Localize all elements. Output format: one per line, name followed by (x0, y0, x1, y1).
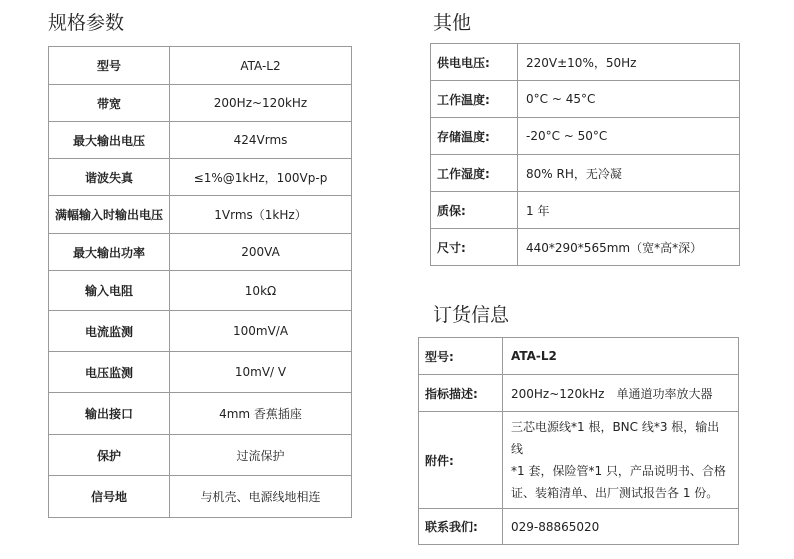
spec-row (49, 435, 352, 476)
spec-value: 过流保护 (170, 435, 352, 476)
order-table (418, 337, 739, 545)
spec-label: 信号地 (49, 476, 170, 518)
spec-row (49, 159, 352, 196)
other-row (431, 118, 740, 155)
spec-label: 输入电阻 (49, 271, 170, 311)
spec-label: 最大输出电压 (49, 122, 170, 159)
spec-value: 424Vrms (170, 122, 352, 159)
order-accessories-label: 附件: (419, 412, 503, 509)
order-row-desc (419, 375, 739, 412)
other-heading: 其他 (433, 12, 472, 34)
spec-row (49, 271, 352, 311)
order-contact-label: 联系我们: (419, 509, 503, 545)
spec-row (49, 85, 352, 122)
spec-value: 与机壳、电源线地相连 (170, 476, 352, 518)
spec-row (49, 234, 352, 271)
other-value: -20°C ~ 50°C (518, 118, 740, 155)
spec-label: 保护 (49, 435, 170, 476)
spec-label: 带宽 (49, 85, 170, 122)
order-heading: 订货信息 (433, 304, 510, 326)
spec-table (48, 46, 352, 518)
spec-row (49, 122, 352, 159)
spec-row (49, 311, 352, 352)
other-value: 1 年 (518, 192, 740, 229)
order-accessories-line: *1 套，保险管*1 只，产品说明书、合格 (511, 464, 726, 478)
spec-value: 10kΩ (170, 271, 352, 311)
other-row (431, 44, 740, 81)
spec-label: 满幅输入时输出电压 (49, 196, 170, 234)
other-row (431, 229, 740, 266)
order-model-value: ATA-L2 (503, 338, 739, 375)
other-label: 尺寸: (431, 229, 518, 266)
spec-label: 型号 (49, 47, 170, 85)
spec-label: 电压监测 (49, 352, 170, 393)
other-label: 工作温度: (431, 81, 518, 118)
spec-label: 谐波失真 (49, 159, 170, 196)
other-label: 供电电压: (431, 44, 518, 81)
spec-row (49, 352, 352, 393)
order-desc-label: 指标描述: (419, 375, 503, 412)
spec-value: ≤1%@1kHz，100Vp-p (170, 159, 352, 196)
order-model-label: 型号: (419, 338, 503, 375)
other-row (431, 192, 740, 229)
order-desc-value: 200Hz~120kHz 单通道功率放大器 (503, 375, 739, 412)
spec-value: 200VA (170, 234, 352, 271)
other-label: 质保: (431, 192, 518, 229)
order-accessories-value (503, 412, 739, 509)
other-value: 440*290*565mm（宽*高*深） (518, 229, 740, 266)
spec-value: 4mm 香蕉插座 (170, 393, 352, 435)
other-label: 存储温度: (431, 118, 518, 155)
spec-heading: 规格参数 (48, 12, 125, 34)
spec-value: 1Vrms（1kHz） (170, 196, 352, 234)
spec-row (49, 196, 352, 234)
other-value: 0°C ~ 45°C (518, 81, 740, 118)
order-contact-value: 029-88865020 (503, 509, 739, 545)
spec-label: 电流监测 (49, 311, 170, 352)
spec-value: 10mV/ V (170, 352, 352, 393)
spec-row (49, 393, 352, 435)
other-row (431, 81, 740, 118)
spec-label: 输出接口 (49, 393, 170, 435)
other-table (430, 43, 740, 266)
spec-row (49, 47, 352, 85)
other-value: 220V±10%，50Hz (518, 44, 740, 81)
order-row-accessories (419, 412, 739, 509)
order-row-model (419, 338, 739, 375)
spec-value: ATA-L2 (170, 47, 352, 85)
order-accessories-line: 证、装箱清单、出厂测试报告各 1 份。 (511, 486, 719, 500)
other-row (431, 155, 740, 192)
spec-row (49, 476, 352, 518)
other-value: 80% RH，无冷凝 (518, 155, 740, 192)
spec-label: 最大输出功率 (49, 234, 170, 271)
spec-value: 200Hz~120kHz (170, 85, 352, 122)
spec-value: 100mV/A (170, 311, 352, 352)
other-label: 工作湿度: (431, 155, 518, 192)
order-accessories-line: 三芯电源线*1 根，BNC 线*3 根，输出线 (511, 420, 720, 456)
order-row-contact (419, 509, 739, 545)
